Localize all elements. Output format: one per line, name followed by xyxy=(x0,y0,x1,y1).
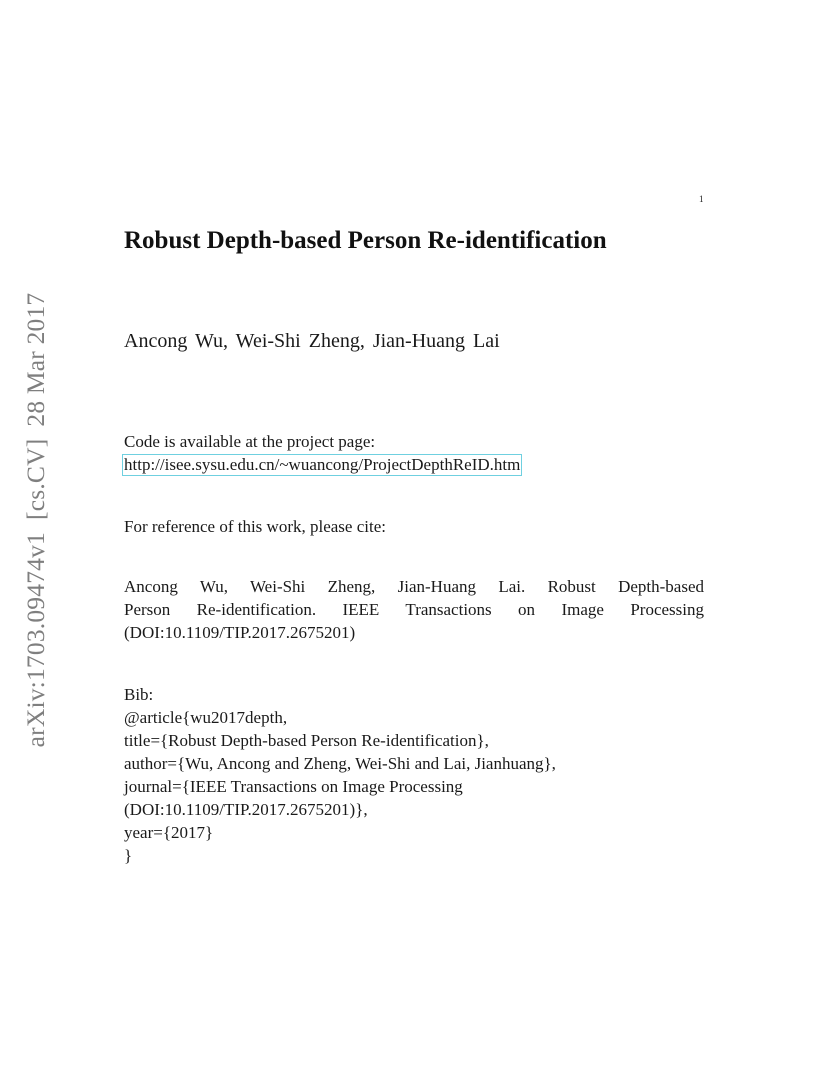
bibtex-label: Bib: xyxy=(124,685,154,704)
cite-intro: For reference of this work, please cite: xyxy=(124,517,386,536)
reference-line-1: Ancong Wu, Wei-Shi Zheng, Jian-Huang Lai. Robust Depth-based xyxy=(124,577,704,596)
bibtex-line: (DOI:10.1109/TIP.2017.2675201)}, xyxy=(124,800,368,819)
arxiv-date: 28 Mar 2017 xyxy=(21,292,50,427)
bibtex-line: journal={IEEE Transactions on Image Processing xyxy=(124,777,463,796)
code-notice-text: Code is available at the project page: xyxy=(124,432,376,451)
bibtex-line: } xyxy=(124,846,133,865)
paper-title: Robust Depth-based Person Re-identification xyxy=(124,227,607,254)
reference-line-3: (DOI:10.1109/TIP.2017.2675201) xyxy=(124,623,356,642)
project-page-link[interactable]: http://isee.sysu.edu.cn/~wuancong/ProjectDepthReID.htm xyxy=(124,455,521,474)
author-list: Ancong Wu, Wei-Shi Zheng, Jian-Huang Lai xyxy=(124,330,500,352)
code-notice xyxy=(124,430,704,476)
reference-citation xyxy=(124,575,704,644)
arxiv-id: arXiv:1703.09474v1 xyxy=(21,532,50,748)
bibtex-line: author={Wu, Ancong and Zheng, Wei-Shi and Lai, Jianhuang}, xyxy=(124,754,556,773)
arxiv-stamp xyxy=(21,293,51,748)
arxiv-category: [cs.CV] xyxy=(21,438,50,520)
bibtex-line: @article{wu2017depth, xyxy=(124,708,288,727)
bibtex-block xyxy=(124,683,556,867)
bibtex-line: year={2017} xyxy=(124,823,214,842)
reference-line-2: Person Re-identification. IEEE Transactions on Image Processing xyxy=(124,600,704,619)
bibtex-line: title={Robust Depth-based Person Re-identification}, xyxy=(124,731,489,750)
page-number: 1 xyxy=(699,194,704,204)
